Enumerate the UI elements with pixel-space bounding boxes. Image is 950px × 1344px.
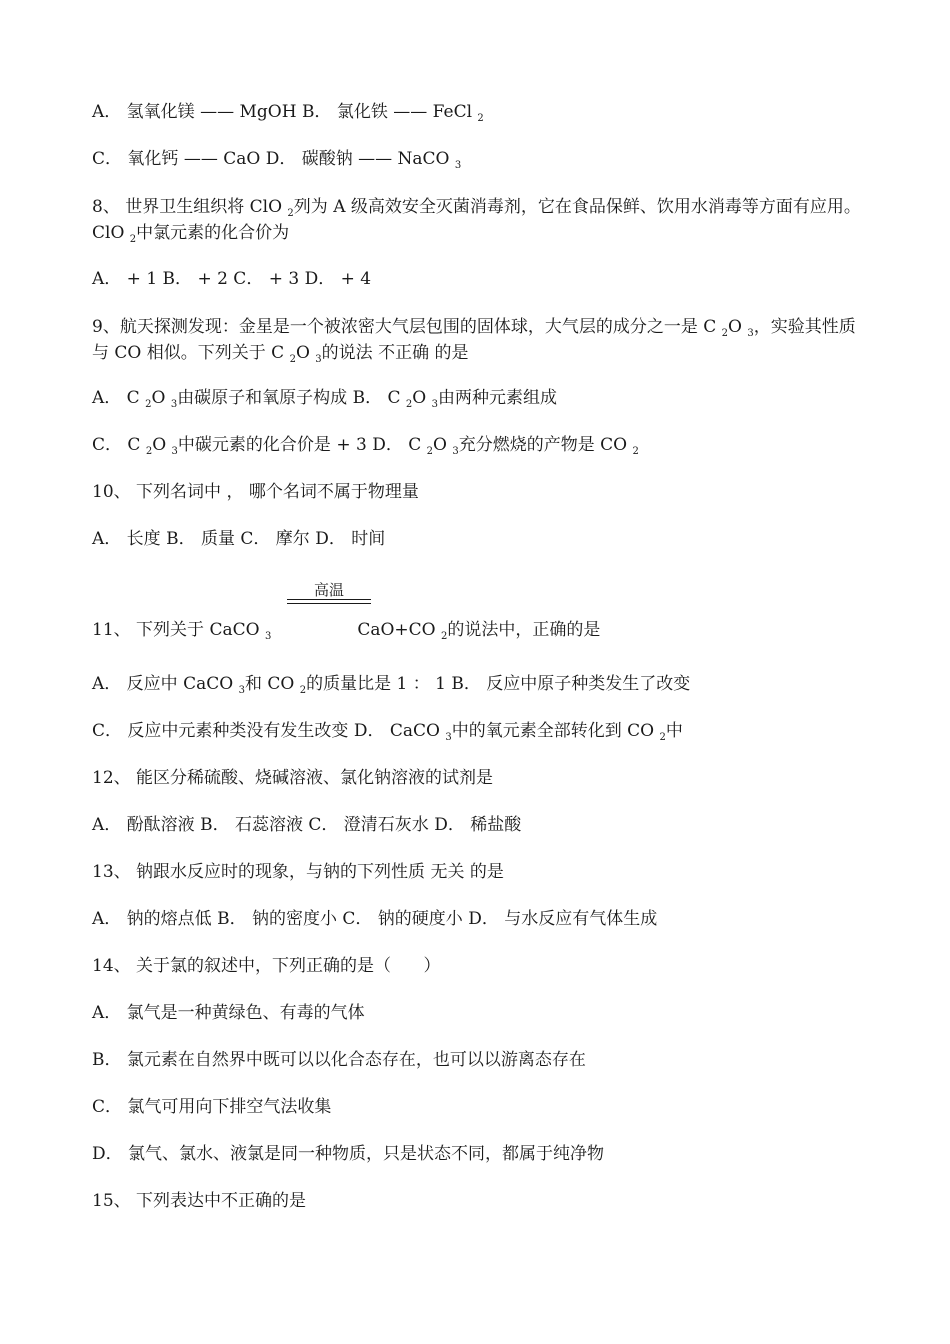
subscript: 2 (405, 399, 413, 410)
question-13 (92, 860, 872, 884)
q14-option-c (92, 1095, 872, 1119)
q11-option-text: A． 反应中 CaCO (92, 674, 239, 694)
q14-text: 14、 关于氯的叙述中，下列正确的是（ ） (92, 956, 441, 976)
q9-option-text: O (433, 435, 453, 455)
q9-option-text: O (152, 435, 172, 455)
q9-text: ，实验其性质与 CO 相似。下列关于 C (92, 317, 856, 363)
q9-option-text: A． C (92, 388, 146, 408)
q12-options-text: A． 酚酞溶液 B． 石蕊溶液 C． 澄清石灰水 D． 稀盐酸 (92, 815, 522, 835)
subscript: 2 (145, 446, 153, 457)
subscript: 3 (264, 631, 272, 642)
q11-option-text: 中 (665, 721, 683, 741)
q7-text-cd: C． 氧化钙 —— CaO D． 碳酸钠 —— NaCO (92, 149, 455, 169)
q14-option-text: D． 氯气、氯水、液氯是同一种物质，只是状态不同，都属于纯净物 (92, 1144, 605, 1164)
q10-options (92, 527, 872, 551)
q14-option-text: C． 氯气可用向下排空气法收集 (92, 1097, 332, 1117)
q7-text-ab: A． 氢氧化镁 —— MgOH B． 氯化铁 —— FeCl (92, 102, 478, 122)
subscript: 3 (170, 399, 178, 410)
subscript: 3 (747, 328, 754, 339)
q11-text: CaO+CO (357, 620, 441, 640)
subscript: 3 (315, 354, 322, 365)
q8-text: 中氯元素的化合价为 (136, 223, 290, 243)
q11-options-cd (92, 719, 872, 743)
q9-text: 9、航天探测发现：金星是一个被浓密大气层包围的固体球，大气层的成分之一是 C (92, 317, 722, 337)
reaction-arrow-line (287, 599, 371, 600)
subscript: 3 (454, 160, 462, 171)
subscript: 2 (659, 732, 666, 743)
q8-options-text: A． + 1 B． + 2 C． + 3 D． + 4 (92, 269, 372, 289)
q14-option-text: A． 氯气是一种黄绿色、有毒的气体 (92, 1003, 365, 1023)
question-15 (92, 1189, 872, 1213)
q12-options (92, 813, 872, 837)
q11-text: 11、 下列关于 CaCO (92, 620, 265, 640)
subscript: 2 (299, 685, 307, 696)
subscript: 3 (238, 685, 245, 696)
q8-text: 列为 A 级高效安全灭菌消毒剂，它在食品保鲜、饮用水消毒等方面有应用。 ClO (92, 197, 867, 243)
subscript: 3 (431, 399, 438, 410)
q9-text: O (295, 343, 316, 363)
subscript: 2 (632, 446, 639, 457)
subscript: 2 (145, 399, 152, 410)
q14-option-b (92, 1048, 872, 1072)
q10-options-text: A． 长度 B． 质量 C． 摩尔 D． 时间 (92, 529, 386, 549)
subscript: 2 (477, 113, 484, 124)
subscript: 3 (445, 732, 452, 743)
q13-options-text: A． 钠的熔点低 B． 钠的密度小 C． 钠的硬度小 D． 与水反应有气体生成 (92, 909, 658, 929)
subscript: 2 (289, 354, 296, 365)
q10-text: 10、 下列名词中 ， 哪个名词不属于物理量 (92, 482, 419, 502)
q15-text: 15、 下列表达中不正确的是 (92, 1191, 307, 1211)
q14-option-a (92, 1001, 872, 1025)
q11-option-text: 中的氧元素全部转化到 CO (451, 721, 660, 741)
q13-options (92, 907, 872, 931)
q14-option-text: B． 氯元素在自然界中既可以以化合态存在，也可以以游离态存在 (92, 1050, 586, 1070)
question-9 (92, 314, 872, 366)
question-14 (92, 954, 872, 978)
question-8 (92, 194, 872, 246)
q9-option-text: O (412, 388, 432, 408)
q9-text: O (728, 317, 748, 337)
q9-option-text: O (151, 388, 171, 408)
reaction-condition: 高温 (313, 581, 344, 599)
subscript: 2 (426, 446, 434, 457)
q9-text: 的说法 不正确 的是 (321, 343, 469, 363)
q13-text: 13、 钠跟水反应时的现象，与钠的下列性质 无关 的是 (92, 862, 504, 882)
q9-option-text: 中碳元素的化合价是 + 3 D． C (177, 435, 427, 455)
q7-options-ab (92, 100, 872, 124)
q8-options (92, 267, 872, 291)
q9-option-text: 由两种元素组成 (438, 388, 557, 408)
subscript: 3 (171, 446, 178, 457)
q11-option-text: C． 反应中元素种类没有发生改变 D． CaCO (92, 721, 446, 741)
q9-options-cd (92, 433, 872, 457)
subscript: 2 (721, 328, 729, 339)
question-10 (92, 480, 872, 504)
q9-options-ab (92, 386, 872, 410)
reaction-arrow-line (287, 603, 371, 604)
subscript: 2 (287, 208, 294, 219)
subscript: 2 (129, 234, 137, 245)
q7-options-cd (92, 147, 872, 171)
q9-option-text: C． C (92, 435, 146, 455)
question-11 (92, 618, 872, 642)
q14-option-d (92, 1142, 872, 1166)
subscript: 3 (452, 446, 459, 457)
q11-option-text: 和 CO (244, 674, 300, 694)
q9-option-text: 充分燃烧的产物是 CO (458, 435, 633, 455)
q9-option-text: 由碳原子和氧原子构成 B． C (177, 388, 406, 408)
q11-options-ab (92, 672, 872, 696)
q8-text: 8、 世界卫生组织将 ClO (92, 197, 288, 217)
q11-option-text: 的质量比是 1 ： 1 B． 反应中原子种类发生了改变 (306, 674, 691, 694)
q12-text: 12、 能区分稀硫酸、烧碱溶液、氯化钠溶液的试剂是 (92, 768, 494, 788)
q11-text: 的说法中，正确的是 (447, 620, 601, 640)
question-12 (92, 766, 872, 790)
subscript: 2 (440, 631, 448, 642)
